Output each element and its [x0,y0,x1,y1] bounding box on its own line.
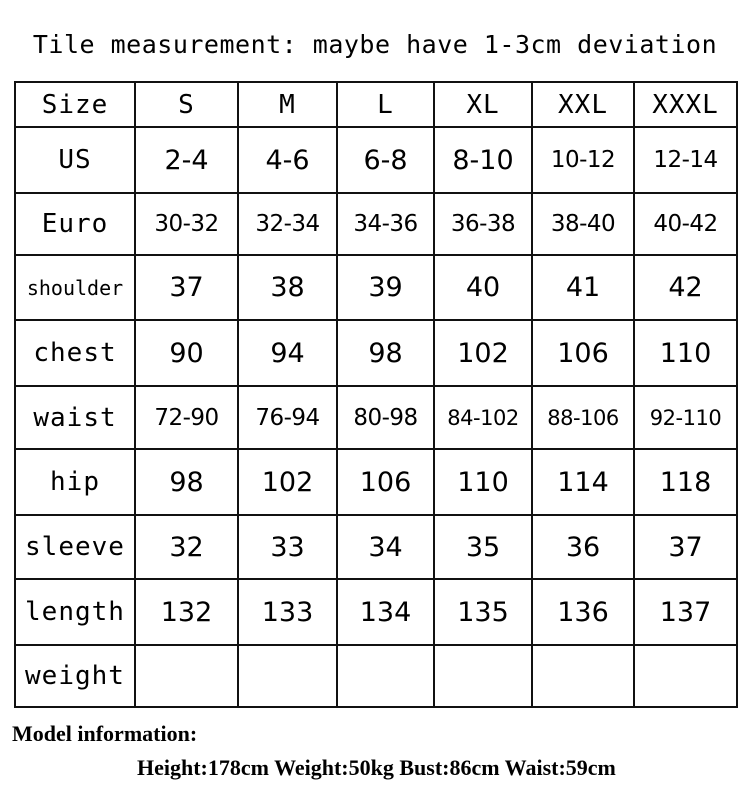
row-label: Euro [15,193,135,255]
table-cell: 40 [434,255,532,320]
table-cell: 137 [634,579,737,645]
table-cell [532,645,634,707]
table-cell: 37 [135,255,238,320]
table-row [15,645,737,707]
row-label: shoulder [15,255,135,320]
table-row [15,127,737,193]
table-cell: 34-36 [337,193,434,255]
row-label: sleeve [15,515,135,579]
table-row [15,193,737,255]
row-label: hip [15,449,135,515]
header-cell: XL [434,82,532,127]
table-cell [135,645,238,707]
table-cell: 98 [337,320,434,386]
table-cell: 106 [532,320,634,386]
table-cell: 135 [434,579,532,645]
header-cell: XXL [532,82,634,127]
table-cell: 36 [532,515,634,579]
table-row [15,449,737,515]
table-cell: 102 [434,320,532,386]
row-label: chest [15,320,135,386]
table-cell: 102 [238,449,337,515]
table-cell: 88-106 [532,386,634,449]
table-cell: 38-40 [532,193,634,255]
table-cell: 37 [634,515,737,579]
table-cell: 2-4 [135,127,238,193]
table-cell: 34 [337,515,434,579]
table-cell: 40-42 [634,193,737,255]
table-cell: 32 [135,515,238,579]
table-cell: 94 [238,320,337,386]
header-cell: S [135,82,238,127]
header-cell: Size [15,82,135,127]
model-info-heading: Model information: [12,721,198,746]
table-cell: 72-90 [135,386,238,449]
table-cell: 118 [634,449,737,515]
table-cell: 8-10 [434,127,532,193]
table-cell: 41 [532,255,634,320]
table-cell: 92-110 [634,386,737,449]
table-cell: 10-12 [532,127,634,193]
table-cell: 132 [135,579,238,645]
table-row [15,579,737,645]
table-row [15,320,737,386]
table-cell: 4-6 [238,127,337,193]
table-cell: 6-8 [337,127,434,193]
table-cell: 32-34 [238,193,337,255]
header-cell: L [337,82,434,127]
size-chart-table [14,81,738,708]
table-row [15,515,737,579]
table-cell: 33 [238,515,337,579]
table-cell: 114 [532,449,634,515]
table-cell [434,645,532,707]
row-label: waist [15,386,135,449]
table-cell: 106 [337,449,434,515]
table-cell: 98 [135,449,238,515]
table-cell: 80-98 [337,386,434,449]
page-title: Tile measurement: maybe have 1-3cm deviation [32,30,718,59]
table-cell [337,645,434,707]
table-cell: 110 [434,449,532,515]
table-cell: 136 [532,579,634,645]
row-label: US [15,127,135,193]
header-cell: M [238,82,337,127]
table-cell: 42 [634,255,737,320]
table-cell: 30-32 [135,193,238,255]
header-row [15,82,737,127]
table-cell: 38 [238,255,337,320]
table-cell: 76-94 [238,386,337,449]
table-row [15,386,737,449]
header-cell: XXXL [634,82,737,127]
table-cell: 36-38 [434,193,532,255]
table-cell: 35 [434,515,532,579]
table-cell [238,645,337,707]
table-cell: 12-14 [634,127,737,193]
table-cell: 39 [337,255,434,320]
table-cell: 133 [238,579,337,645]
model-info-details: Height:178cm Weight:50kg Bust:86cm Waist:59cm [137,755,616,780]
table-cell: 134 [337,579,434,645]
table-cell [634,645,737,707]
table-cell: 110 [634,320,737,386]
table-cell: 90 [135,320,238,386]
row-label: weight [15,645,135,707]
row-label: length [15,579,135,645]
table-row [15,255,737,320]
table-cell: 84-102 [434,386,532,449]
